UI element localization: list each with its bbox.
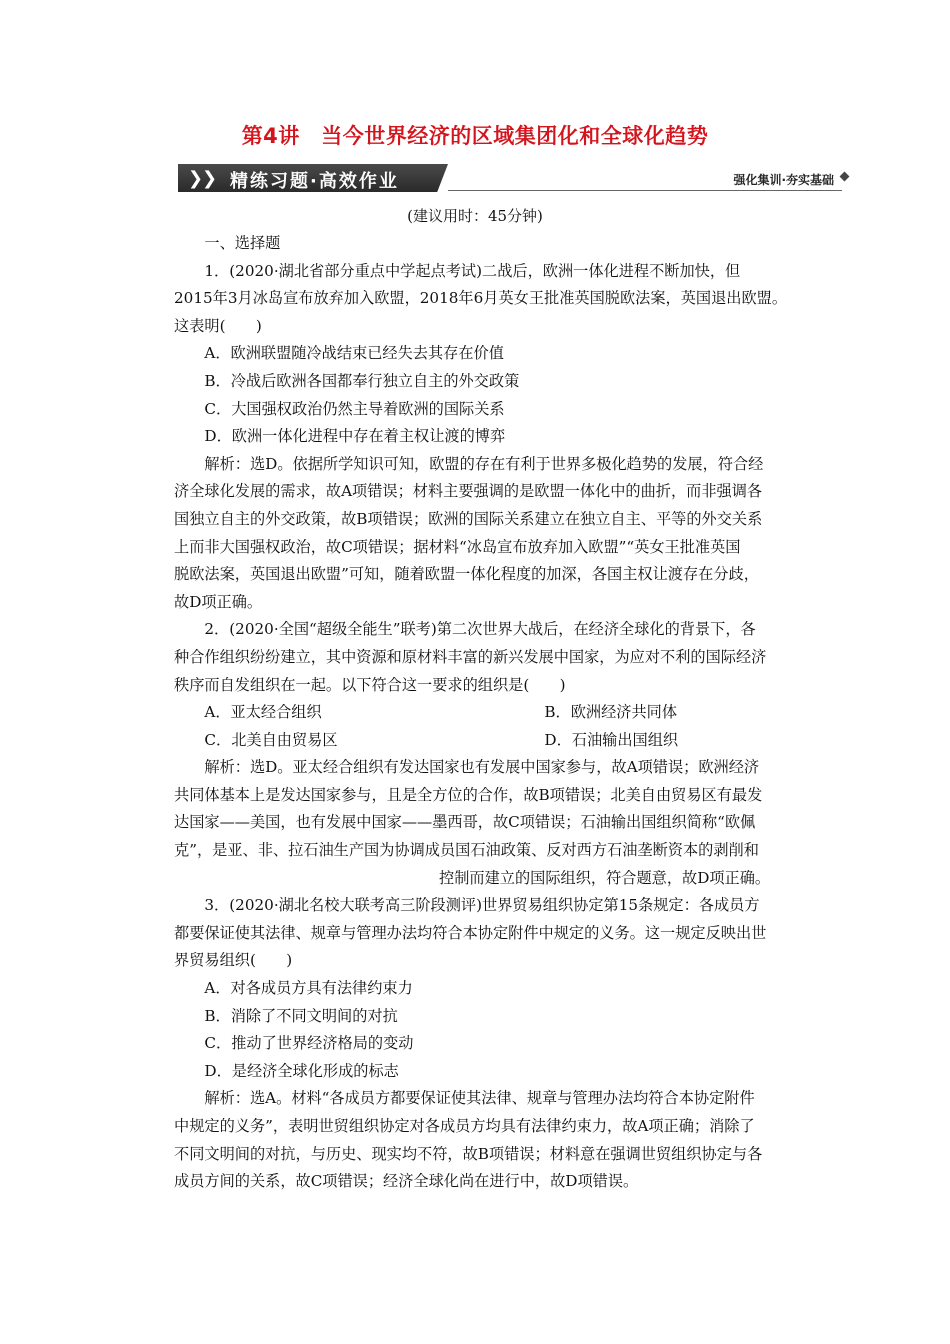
question-content <box>174 230 814 1196</box>
q2-option-c: C．北美自由贸易区 <box>204 730 338 749</box>
q2-option-d: D．石油输出国组织 <box>544 730 679 749</box>
banner-subtitle: 强化集训·夯实基础 <box>733 173 834 187</box>
q2-option-a: A．亚太经合组织 <box>204 703 322 722</box>
q3-analysis-line: 不同文明间的对抗，与历史、现实均不符，故B项错误；材料意在强调世贸组织协定与各 <box>174 1144 763 1163</box>
q2-option-b: B．欧洲经济共同体 <box>544 703 678 722</box>
banner-label: 精练习题·高效作业 <box>230 171 399 192</box>
q3-option-b: B．消除了不同文明间的对抗 <box>204 1006 398 1025</box>
chevron-right-icon: ❯ <box>188 168 204 189</box>
q2-analysis-line: 解析：选D。亚太经合组织有发达国家也有发展中国家参与，故A项错误；欧洲经济 <box>204 758 760 777</box>
banner-divider <box>448 190 842 191</box>
q2-options-row <box>174 727 814 755</box>
q1-option-a: A．欧洲联盟随冷战结束已经失去其存在价值 <box>204 344 504 363</box>
chevron-right-icon: ❯ <box>202 168 218 189</box>
q2-line: 秩序而自发组织在一起。以下符合这一要求的组织是( ) <box>174 675 566 694</box>
q3-option-a: A．对各成员方具有法律约束力 <box>204 979 413 998</box>
q3-analysis-line: 解析：选A。材料“各成员方都要保证使其法律、规章与管理办法均符合本协定附件 <box>204 1089 755 1108</box>
q1-option-d: D．欧洲一体化进程中存在着主权让渡的博弈 <box>204 427 506 446</box>
suggested-time: (建议用时：45分钟) <box>407 207 543 225</box>
q1-line: 1．(2020·湖北省部分重点中学起点考试)二战后，欧洲一体化进程不断加快，但 <box>204 261 741 280</box>
q1-option-c: C．大国强权政治仍然主导着欧洲的国际关系 <box>204 399 505 418</box>
q3-option-d: D．是经济全球化形成的标志 <box>204 1061 399 1080</box>
section-banner <box>178 164 848 194</box>
q3-analysis-line: 中规定的义务”，表明世贸组织协定对各成员方均具有法律约束力，故A项正确；消除了 <box>174 1117 755 1135</box>
q2-line: 2．(2020·全国“超级全能生”联考)第二次世界大战后，在经济全球化的背景下，各 <box>204 620 756 639</box>
q3-analysis-line: 成员方间的关系，故C项错误；经济全球化尚在进行中，故D项错误。 <box>174 1172 639 1191</box>
q1-analysis-line: 解析：选D。依据所学知识可知，欧盟的存在有利于世界多极化趋势的发展，符合经 <box>204 454 764 473</box>
diamond-icon <box>840 172 850 182</box>
q1-line: 这表明( ) <box>174 316 262 335</box>
q1-analysis-line: 故D项正确。 <box>174 592 263 611</box>
q1-analysis-line: 国独立自主的外交政策，故B项错误；欧洲的国际关系建立在独立自主、平等的外交关系 <box>174 509 763 528</box>
q3-line: 都要保证使其法律、规章与管理办法均符合本协定附件中规定的义务。这一规定反映出世 <box>174 923 767 942</box>
q2-analysis-line: 克”，是亚、非、拉石油生产国为协调成员国石油政策、反对西方石油垄断资本的剥削和 <box>174 841 759 860</box>
section-heading: 一、选择题 <box>204 234 281 252</box>
page-title: 第4讲 当今世界经济的区域集团化和全球化趋势 <box>241 124 709 148</box>
q3-line: 3．(2020·湖北名校大联考高三阶段测评)世界贸易组织协定第15条规定：各成员方 <box>204 896 760 915</box>
q2-analysis-line: 共同体基本上是发达国家参与，且是全方位的合作，故B项错误；北美自由贸易区有最发 <box>174 785 763 804</box>
q2-line: 种合作组织纷纷建立，其中资源和原材料丰富的新兴发展中国家，为应对不利的国际经济 <box>174 647 767 666</box>
q3-option-c: C．推动了世界经济格局的变动 <box>204 1034 414 1053</box>
q1-analysis-line: 上而非大国强权政治，故C项错误；据材料“冰岛宣布放弃加入欧盟”“英女王批准英国 <box>174 537 741 556</box>
q2-analysis-line: 达国家——美国，也有发展中国家——墨西哥，故C项错误；石油输出国组织简称“欧佩 <box>174 813 756 832</box>
q2-options-row <box>174 699 814 727</box>
q2-analysis-line: 控制而建立的国际组织，符合题意，故D项正确。 <box>439 868 771 887</box>
q1-option-b: B．冷战后欧洲各国都奉行独立自主的外交政策 <box>204 371 520 390</box>
q3-line: 界贸易组织( ) <box>174 951 293 970</box>
q1-line: 2015年3月冰岛宣布放弃加入欧盟，2018年6月英女王批准英国脱欧法案，英国退出欧盟。 <box>174 289 788 308</box>
q1-analysis-line: 脱欧法案，英国退出欧盟”可知，随着欧盟一体化程度的加深，各国主权让渡存在分歧， <box>174 565 759 584</box>
q1-analysis-line: 济全球化发展的需求，故A项错误；材料主要强调的是欧盟一体化中的曲折，而非强调各 <box>174 482 763 501</box>
